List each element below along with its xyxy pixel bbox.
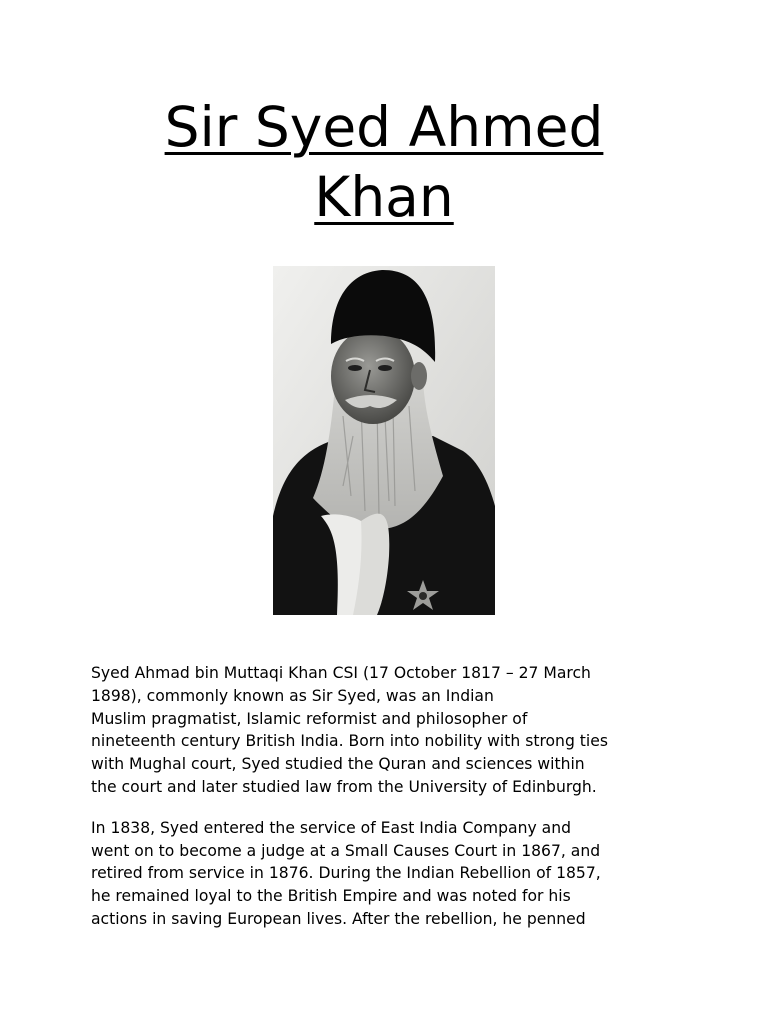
title-line: Khan [314, 165, 454, 229]
text-line: he remained loyal to the British Empire and was noted for his [91, 887, 571, 906]
text-line: Muslim pragmatist, Islamic reformist and philosopher of [91, 709, 528, 728]
text-line: 1898), commonly known as Sir Syed, was an Indian [91, 686, 494, 705]
title-line: Sir Syed Ahmed [164, 95, 604, 159]
text-line: nineteenth century British India. Born into nobility with strong ties [91, 732, 608, 751]
text-line: went on to become a judge at a Small Causes Court in 1867, and [91, 841, 601, 860]
paragraph [91, 817, 691, 931]
biography-text [91, 662, 691, 949]
page-title [60, 92, 708, 232]
paragraph [91, 662, 691, 799]
text-line: retired from service in 1876. During the Indian Rebellion of 1857, [91, 864, 601, 883]
text-line: In 1838, Syed entered the service of East India Company and [91, 818, 571, 837]
text-line: with Mughal court, Syed studied the Quran and sciences within [91, 755, 585, 774]
text-line: actions in saving European lives. After the rebellion, he penned [91, 909, 586, 928]
text-line: the court and later studied law from the University of Edinburgh. [91, 777, 597, 796]
portrait-photo [273, 266, 495, 615]
text-line: Syed Ahmad bin Muttaqi Khan CSI (17 October 1817 – 27 March [91, 664, 591, 682]
